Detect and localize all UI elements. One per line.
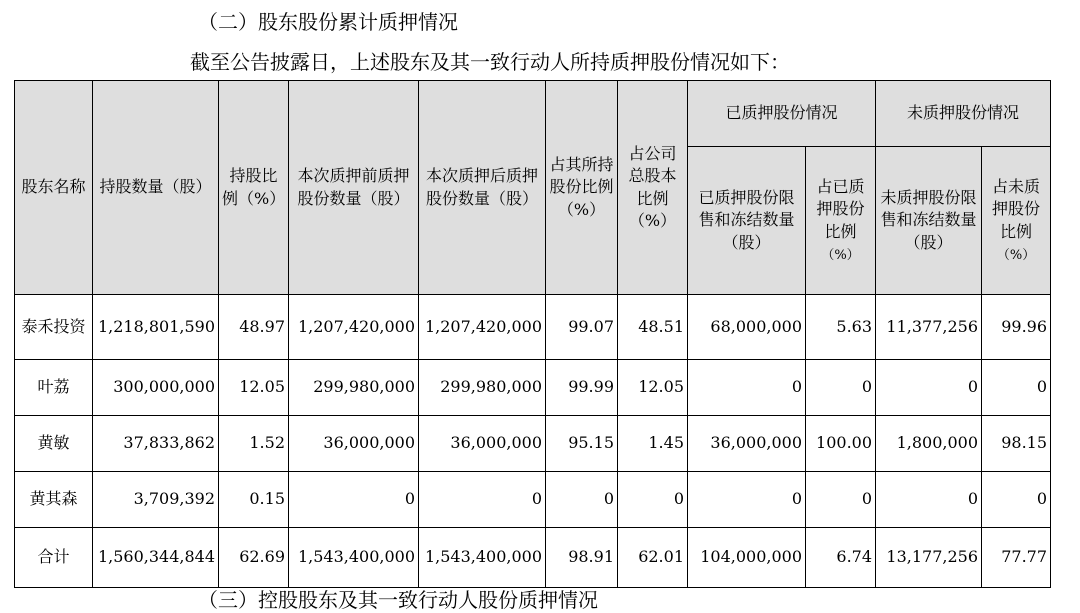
cell-pct-of-total: 1.45	[618, 416, 688, 472]
cell-pledged-before: 1,207,420,000	[289, 295, 419, 360]
cell-pct-of-total: 48.51	[618, 295, 688, 360]
cell-pledged-restricted-pct: 0	[806, 472, 876, 528]
header-unpledged-restricted-pct-unit: （%）	[996, 247, 1036, 263]
cell-shares-held: 3,709,392	[93, 472, 219, 528]
cell-pct-of-total: 0	[618, 472, 688, 528]
header-unpledged-restricted-pct-label: 占未质押股份比例	[992, 176, 1041, 241]
header-pledged-group: 已质押股份情况	[688, 81, 876, 147]
section-heading: （二）股东股份累计质押情况	[198, 10, 458, 34]
cell-pct-of-total: 12.05	[618, 360, 688, 416]
header-pledged-restricted-pct-label: 占已质押股份比例	[816, 176, 865, 241]
cell-pledged-before: 36,000,000	[289, 416, 419, 472]
cell-holding-ratio: 62.69	[219, 528, 289, 588]
cell-pledged-restricted-pct: 0	[806, 360, 876, 416]
cell-pct-of-holdings: 0	[546, 472, 618, 528]
cell-holding-ratio: 0.15	[219, 472, 289, 528]
cell-shares-held: 1,218,801,590	[93, 295, 219, 360]
cell-pledged-after: 299,980,000	[419, 360, 546, 416]
cell-unpledged-restricted: 1,800,000	[876, 416, 982, 472]
cell-holding-ratio: 48.97	[219, 295, 289, 360]
cell-pledged-after: 1,207,420,000	[419, 295, 546, 360]
cell-pct-of-holdings: 98.91	[546, 528, 618, 588]
cell-pledged-restricted: 104,000,000	[688, 528, 806, 588]
next-section-heading: （三）控股股东及其一致行动人股份质押情况	[198, 588, 598, 612]
table-row	[15, 295, 1051, 360]
cell-pledged-after: 1,543,400,000	[419, 528, 546, 588]
cell-holding-ratio: 12.05	[219, 360, 289, 416]
cell-pct-of-holdings: 99.07	[546, 295, 618, 360]
cell-unpledged-restricted: 13,177,256	[876, 528, 982, 588]
header-pct-of-total: 占公司总股本比例（%）	[618, 81, 688, 295]
header-pledged-before: 本次质押前质押股份数量（股）	[289, 81, 419, 295]
table-row	[15, 360, 1051, 416]
cell-holder-name: 合计	[15, 528, 93, 588]
table-row	[15, 472, 1051, 528]
header-pct-of-holdings: 占其所持股份比例（%）	[546, 81, 618, 295]
cell-pct-of-total: 62.01	[618, 528, 688, 588]
cell-pledged-restricted: 68,000,000	[688, 295, 806, 360]
header-row-1	[15, 81, 1051, 147]
cell-shares-held: 300,000,000	[93, 360, 219, 416]
cell-unpledged-restricted: 11,377,256	[876, 295, 982, 360]
cell-unpledged-restricted-pct: 0	[982, 360, 1051, 416]
cell-holder-name: 叶荔	[15, 360, 93, 416]
cell-pledged-after: 0	[419, 472, 546, 528]
header-unpledged-restricted: 未质押股份限售和冻结数量（股）	[876, 147, 982, 295]
cell-shares-held: 1,560,344,844	[93, 528, 219, 588]
header-pledged-restricted: 已质押股份限售和冻结数量（股）	[688, 147, 806, 295]
cell-pledged-before: 299,980,000	[289, 360, 419, 416]
header-unpledged-group: 未质押股份情况	[876, 81, 1051, 147]
cell-pledged-after: 36,000,000	[419, 416, 546, 472]
header-pledged-restricted-pct	[806, 147, 876, 295]
table-row-total	[15, 528, 1051, 588]
header-pledged-restricted-pct-unit: （%）	[821, 247, 860, 263]
cell-pledged-before: 0	[289, 472, 419, 528]
cell-pledged-restricted-pct: 100.00	[806, 416, 876, 472]
cell-pct-of-holdings: 99.99	[546, 360, 618, 416]
cell-unpledged-restricted: 0	[876, 360, 982, 416]
cell-holder-name: 黄敏	[15, 416, 93, 472]
pledge-table	[14, 80, 1051, 588]
cell-holder-name: 黄其森	[15, 472, 93, 528]
cell-pledged-restricted-pct: 5.63	[806, 295, 876, 360]
cell-pledged-restricted: 36,000,000	[688, 416, 806, 472]
header-unpledged-restricted-pct	[982, 147, 1051, 295]
cell-pledged-restricted: 0	[688, 472, 806, 528]
header-holding-ratio: 持股比例（%）	[219, 81, 289, 295]
table-row	[15, 416, 1051, 472]
cell-pledged-before: 1,543,400,000	[289, 528, 419, 588]
header-shares-held: 持股数量（股）	[93, 81, 219, 295]
cell-unpledged-restricted-pct: 0	[982, 472, 1051, 528]
cell-pledged-restricted-pct: 6.74	[806, 528, 876, 588]
cell-unpledged-restricted-pct: 77.77	[982, 528, 1051, 588]
cell-pledged-restricted: 0	[688, 360, 806, 416]
cell-pct-of-holdings: 95.15	[546, 416, 618, 472]
cell-holding-ratio: 1.52	[219, 416, 289, 472]
cell-unpledged-restricted-pct: 99.96	[982, 295, 1051, 360]
intro-paragraph: 截至公告披露日，上述股东及其一致行动人所持质押股份情况如下：	[190, 50, 790, 74]
cell-unpledged-restricted-pct: 98.15	[982, 416, 1051, 472]
header-holder-name: 股东名称	[15, 81, 93, 295]
cell-unpledged-restricted: 0	[876, 472, 982, 528]
header-pledged-after: 本次质押后质押股份数量（股）	[419, 81, 546, 295]
cell-holder-name: 泰禾投资	[15, 295, 93, 360]
cell-shares-held: 37,833,862	[93, 416, 219, 472]
